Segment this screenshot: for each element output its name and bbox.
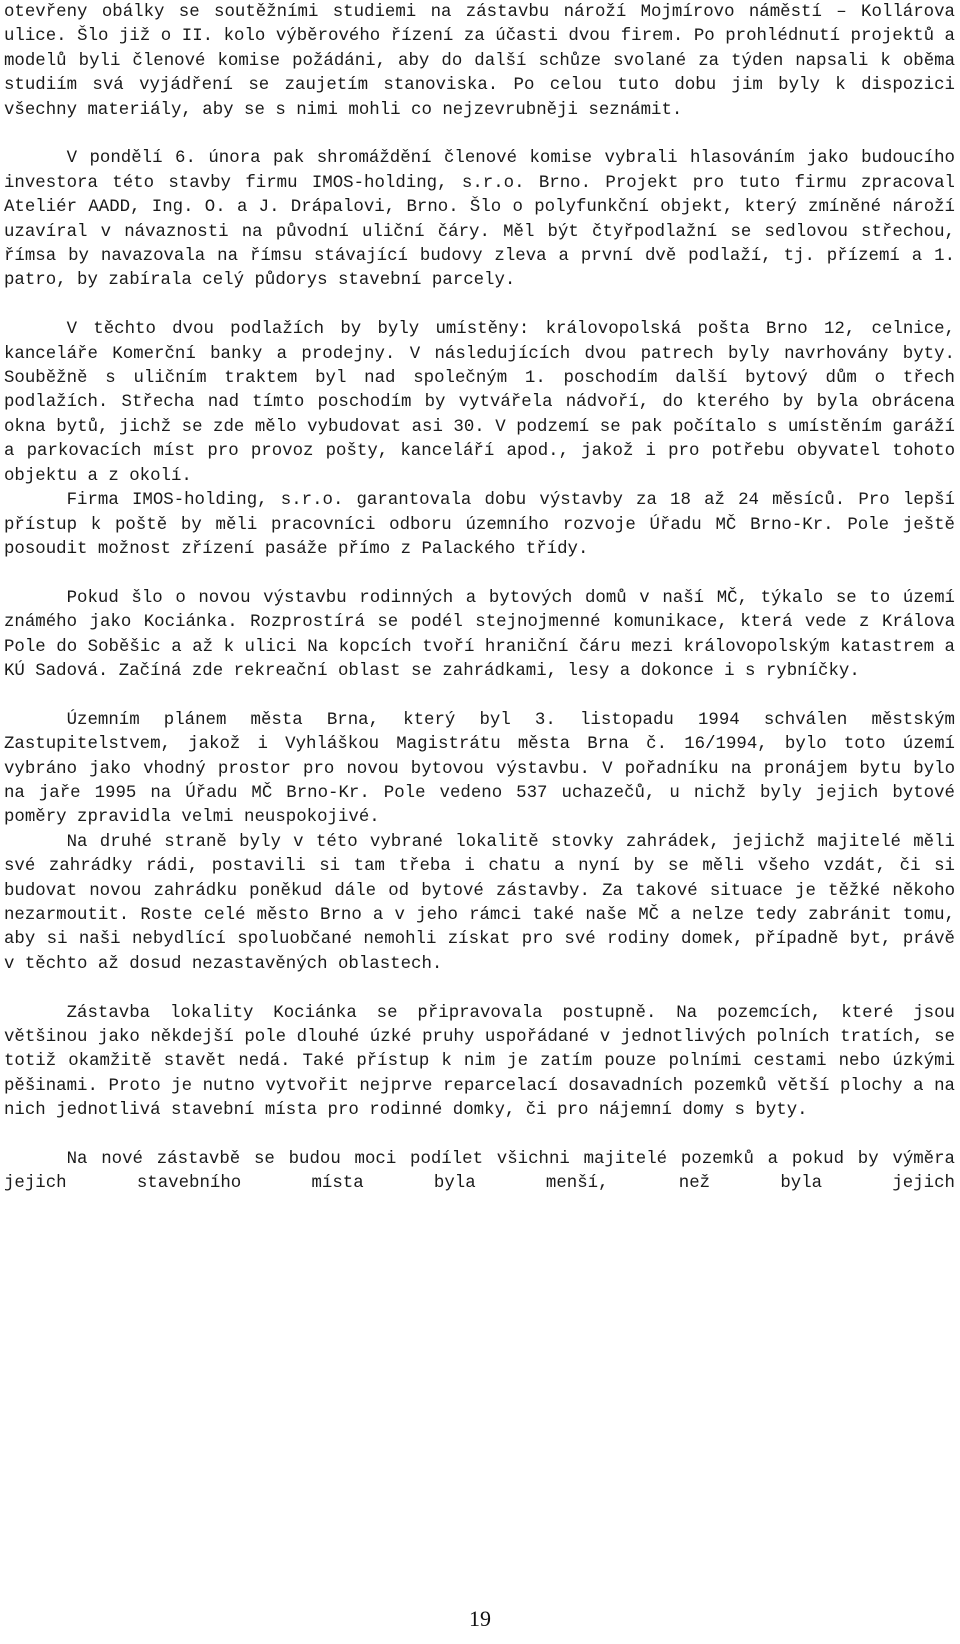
paragraph-gap bbox=[4, 562, 955, 586]
paragraph-gap bbox=[4, 684, 955, 708]
page-number: 19 bbox=[469, 1606, 491, 1631]
paragraph: otevřeny obálky se soutěžními studiemi na zástavbu nároží Mojmírovo náměstí – Kollárova ulice. Šlo již o II. kolo výběrového řízení za účasti dvou firem. Po prohlédnutí projektů a modelů byli členové komise požádáni, aby do další schůze svolané za týden napsali k oběma studiím svá vyjádření se zaujetím stanoviska. Po celou tuto dobu jim byly k dispozici všechny materiály, aby se s nimi mohli co nejzevrubněji seznámit. bbox=[4, 3, 955, 120]
paragraph-gap bbox=[4, 294, 955, 318]
paragraph: V těchto dvou podlažích by byly umístěny: královopolská pošta Brno 12, celnice, kanceláře Komerční banky a prodejny. V následujících dvou patrech byly navrhovány byty. Souběžně s uličním traktem byl nad společným 1. poschodím další bytový dům o třech podlažích. Střecha nad tímto poschodím by vytvářela nádvoří, do kterého by byla obrácena okna bytů, jichž se zde mělo vybudovat asi 30. V podzemí se pak počítalo s umístěním garáží a parkovacích míst pro provoz pošty, kanceláří apod., jakož i pro potřebu obyvatel tohoto objektu a z okolí. bbox=[4, 320, 955, 486]
paragraph: Zástavba lokality Kociánka se připravovala postupně. Na pozemcích, které jsou většinou jako někdejší pole dlouhé úzké pruhy uspořádané v jednotlivých polních tratích, se totiž okamžitě stavět nedá. Také přístup k nim je zatím pouze polními cestami nebo úzkými pěšinami. Proto je nutno vytvořit nejprve reparcelací dosavadních pozemků větší plochy a na nich jednotlivá stavební místa pro rodinné domky, či pro nájemní domy s byty. bbox=[4, 1003, 955, 1121]
paragraph: Na druhé straně byly v této vybrané lokalitě stovky zahrádek, jejichž majitelé měli své zahrádky rádi, postavili si tam třeba i chatu a nyní by se měli všeho vzdát, či si budovat novou zahrádku poněkud dále od bytové zástavby. Za takové situace je těžké někoho nezarmoutit. Roste celé město Brno a v jeho rámci také naše MČ a nelze tedy zabránit tomu, aby si naši nebydlící spoluobčané nemohli získat pro své rodiny domek, případně byt, právě v těchto až dosud nezastavěných oblastech. bbox=[4, 832, 955, 974]
paragraph: Pokud šlo o novou výstavbu rodinných a bytových domů v naší MČ, týkalo se to území známého jako Kociánka. Rozprostírá se podél stejnojmenné komunikace, která vede z Králova Pole do Soběšic a až k ulici Na kopcích tvoří hraniční čáru mezi královopolským katastrem a KÚ Sadová. Začíná zde rekreační oblast se zahrádkami, lesy a dokonce i s rybníčky. bbox=[4, 588, 955, 681]
paragraph: Územním plánem města Brna, který byl 3. listopadu 1994 schválen městským Zastupitelstvem, jakož i Vyhláškou Magistrátu města Brna č. 16/1994, bylo toto území vybráno jako vhodný prostor pro novou bytovou výstavbu. V pořadníku na pronájem bytu bylo na jaře 1995 na Úřadu MČ Brno-Kr. Pole vedeno 537 uchazečů, u nichž byly jejich bytové poměry zpravidla velmi neuspokojivé. bbox=[4, 710, 955, 828]
document-body bbox=[4, 1, 955, 1197]
paragraph-gap bbox=[4, 123, 955, 147]
paragraph-gap bbox=[4, 977, 955, 1001]
paragraph-gap bbox=[4, 1124, 955, 1148]
paragraph: Firma IMOS-holding, s.r.o. garantovala dobu výstavby za 18 až 24 měsíců. Pro lepší přístup k poště by měli pracovníci odboru územního rozvoje Úřadu MČ Brno-Kr. Pole ještě posoudit možnost zřízení pasáže přímo z Palackého třídy. bbox=[4, 491, 955, 559]
paragraph: V pondělí 6. února pak shromáždění členové komise vybrali hlasováním jako budoucího investora této stavby firmu IMOS-holding, s.r.o. Brno. Projekt pro tuto firmu zpracoval Ateliér AADD, Ing. O. a J. Drápalovi, Brno. Šlo o polyfunkční objekt, který zmíněné nároží uzavíral v návaznosti na původní uliční čáry. Měl být čtyřpodlažní se sedlovou střechou, římsa by navazovala na římsu stávající budovy zleva a první dvě podlaží, tj. přízemí a 1. patro, by zabírala celý půdorys stavební parcely. bbox=[4, 149, 955, 291]
paragraph: Na nové zástavbě se budou moci podílet všichni majitelé pozemků a pokud by výměra jejich stavebního místa byla menší, než byla jejich bbox=[4, 1150, 955, 1194]
